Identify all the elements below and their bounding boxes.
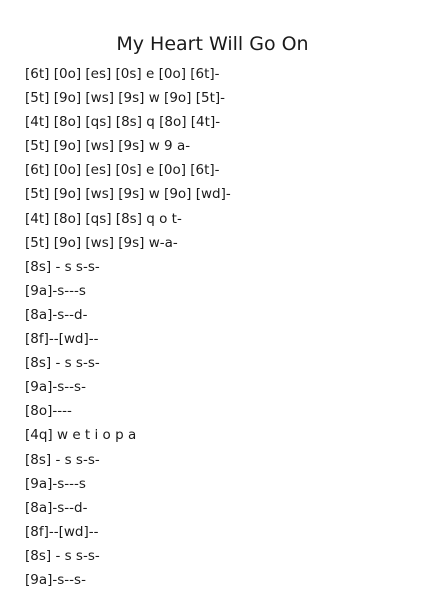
notation-line: [8o]---- <box>25 403 72 420</box>
notation-line: [8a]-s--d- <box>25 306 88 323</box>
notation-line: [6t] [0o] [es] [0s] e [0o] [6t]- <box>25 66 220 82</box>
notation-line: [5t] [9o] [ws] [9s] w 9 a- <box>25 138 191 155</box>
notation-line: [4q] w e t i o p a <box>25 427 137 444</box>
notation-line: [8f]--[wd]-- <box>25 523 99 540</box>
notation-line: [5t] [9o] [ws] [9s] w [9o] [5t]- <box>25 90 226 107</box>
notation-line: [9a]-s---s <box>25 475 86 492</box>
notation-line: [8f]--[wd]-- <box>25 331 99 348</box>
notation-line: [8s] - s s-s- <box>25 258 100 275</box>
notation-line: [8a]-s--d- <box>25 499 88 516</box>
notation-line: [4t] [8o] [qs] [8s] q [8o] [4t]- <box>25 114 221 131</box>
notation-line: [9a]-s--s- <box>25 379 86 396</box>
notation-line: [8s] - s s-s- <box>25 547 100 564</box>
notation-line: [9a]-s--s- <box>25 571 86 588</box>
notation-line: [5t] [9o] [ws] [9s] w-a- <box>25 234 178 251</box>
notation-line: [8s] - s s-s- <box>25 355 100 372</box>
page-title: My Heart Will Go On <box>116 32 309 55</box>
notation-line: [9a]-s---s <box>25 282 86 299</box>
notation-line: [8s] - s s-s- <box>25 451 100 468</box>
notation-line: [5t] [9o] [ws] [9s] w [9o] [wd]- <box>25 186 231 203</box>
notation-lines <box>25 62 231 592</box>
notation-line: [6t] [0o] [es] [0s] e [0o] [6t]- <box>25 162 220 179</box>
notation-line: [4t] [8o] [qs] [8s] q o t- <box>25 210 182 227</box>
